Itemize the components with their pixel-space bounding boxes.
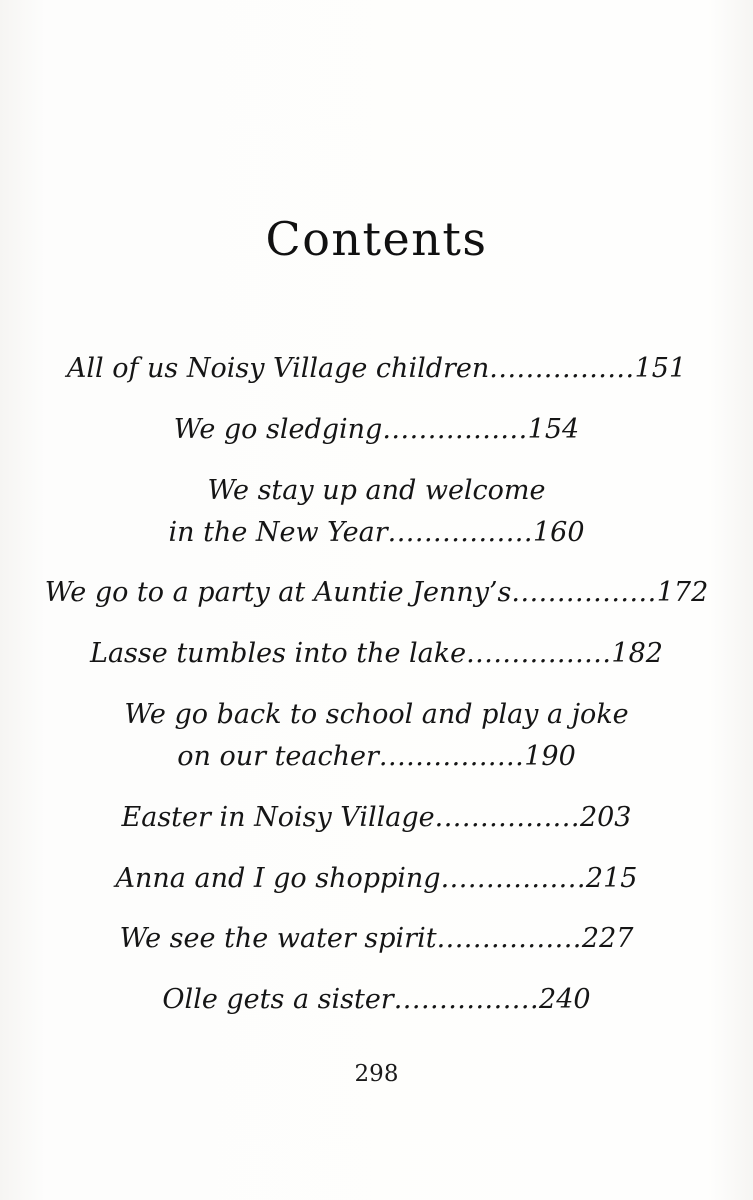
toc-entry-title: in the New Year — [168, 516, 388, 548]
toc-entry — [0, 694, 753, 778]
toc-entry — [0, 572, 753, 614]
toc-entry-title: We see the water spirit — [119, 923, 437, 955]
toc-entry-page: 182 — [611, 638, 663, 670]
toc-entry — [0, 797, 753, 839]
toc-entry-title: Olle gets a sister — [162, 984, 394, 1016]
toc-entry-page: 203 — [579, 801, 632, 833]
toc-entry-title: We go sledging — [173, 413, 383, 445]
toc-entry-line — [0, 633, 753, 675]
toc-dot-leader: ................ — [382, 413, 528, 445]
toc-entry-line — [0, 858, 753, 900]
toc-entry-page: 190 — [524, 740, 576, 772]
toc-entry-line — [0, 736, 753, 778]
toc-dot-leader: ................ — [387, 516, 533, 548]
toc-dot-leader: ................ — [440, 862, 586, 894]
toc-entry-line — [0, 797, 753, 839]
toc-entry-page: 227 — [581, 923, 634, 955]
toc-dot-leader: ................ — [466, 638, 612, 670]
toc-entry-line — [0, 409, 753, 451]
toc-entry — [0, 918, 753, 960]
toc-entry-title: We go to a party at Auntie Jenny’s — [44, 577, 512, 609]
toc-dot-leader: ................ — [434, 801, 580, 833]
toc-entry-line: We stay up and welcome — [207, 474, 546, 506]
toc-entry-page: 154 — [527, 413, 580, 445]
toc-entry-title: Anna and I go shopping — [115, 862, 441, 894]
toc-entry-line — [0, 979, 753, 1021]
toc-dot-leader: ................ — [511, 577, 657, 609]
toc-entry — [0, 979, 753, 1021]
toc-entry — [0, 348, 753, 390]
toc-entry-title: Easter in Noisy Village — [121, 801, 435, 833]
toc-entry-title: on our teacher — [177, 740, 379, 772]
toc-entry-line — [0, 918, 753, 960]
toc-entry-line — [0, 572, 753, 614]
page-number: 298 — [354, 1061, 399, 1088]
toc-dot-leader: ................ — [393, 984, 540, 1016]
toc-entry-page: 172 — [656, 577, 709, 609]
toc-list — [0, 348, 753, 1021]
toc-entry — [0, 409, 753, 451]
toc-entry — [0, 470, 753, 554]
toc-entry — [0, 858, 753, 900]
toc-dot-leader: ................ — [378, 740, 525, 772]
page-title: Contents — [265, 212, 488, 266]
toc-entry-title: All of us Noisy Village children — [66, 353, 490, 384]
toc-entry-line — [0, 512, 753, 554]
toc-entry-page: 160 — [532, 516, 585, 548]
toc-entry-line: We go back to school and play a joke — [124, 699, 629, 731]
toc-entry-line — [0, 348, 753, 390]
toc-entry-page: 240 — [539, 984, 591, 1016]
toc-entry-page: 151 — [634, 353, 687, 384]
toc-entry — [0, 633, 753, 675]
toc-entry-page: 215 — [585, 862, 638, 894]
toc-dot-leader: ................ — [436, 923, 582, 955]
toc-dot-leader: ................ — [489, 353, 635, 384]
toc-entry-title: Lasse tumbles into the lake — [90, 638, 467, 670]
